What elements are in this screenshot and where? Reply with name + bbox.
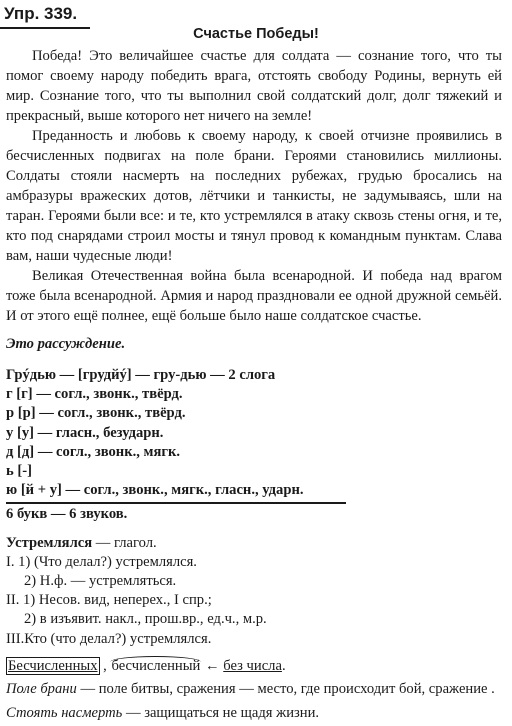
morph-word: Устремлялся: [6, 534, 93, 551]
word-formation-source: без числа: [223, 657, 282, 674]
letter: р: [6, 405, 15, 422]
phonetic-word: Грýдью: [6, 367, 57, 383]
letter: ь: [6, 463, 14, 480]
definition: [6, 704, 502, 723]
letter: д: [6, 443, 14, 460]
spacer: [6, 649, 502, 656]
exercise-label: Упр. 339.: [4, 4, 78, 23]
sound: [-]: [17, 463, 32, 480]
letter: г: [6, 386, 13, 403]
analysis-section: [6, 366, 502, 723]
phonetic-row: [6, 462, 502, 481]
text-type-note: Это рассуждение.: [6, 336, 126, 352]
definition: [6, 680, 502, 699]
phonetic-divider: [6, 502, 346, 504]
sound-description: — согл., звонк., твёрд.: [36, 386, 183, 403]
phonetic-summary: 6 букв — 6 звуков.: [6, 506, 128, 523]
letter: у: [6, 424, 14, 441]
sound: [р]: [17, 405, 36, 422]
word-formation: [6, 656, 502, 676]
phonetic-row: [6, 443, 502, 462]
sound-description: — согл., звонк., твёрд.: [39, 405, 186, 422]
word-formation-comma: ,: [99, 657, 111, 674]
definition-term: Стоять насмерть: [6, 705, 123, 722]
definition-term: Поле брани: [6, 681, 77, 698]
phonetic-row: [6, 481, 502, 500]
definition-text: — поле битвы, сражения — место, где происходит бой, сражение .: [76, 681, 495, 698]
sound-description: — согл., звонк., мягк., гласн., ударн.: [65, 482, 304, 499]
phonetic-row: [6, 385, 502, 404]
sound-description: — гласн., безударн.: [37, 424, 164, 441]
word-formation-word: Бесчисленных: [8, 657, 98, 674]
sound: [й + у]: [20, 482, 62, 499]
derivation-arrow: ←: [201, 657, 224, 674]
sound: [у]: [16, 424, 34, 441]
paragraph-3: Великая Отечественная война была всенародной. И победа над врагом тоже была всенародной. Армия и народ праздновали ее одной дружной семьёй. И от этого ещё полнее, ещё больше было наше солдатское счастье.: [6, 268, 502, 324]
sound: [г]: [16, 386, 33, 403]
sound-description: — согл., звонк., мягк.: [37, 443, 181, 460]
morph-head: [6, 534, 502, 553]
spacer: [6, 525, 502, 534]
phonetic-row: [6, 424, 502, 443]
morph-line: III.Кто (что делал?) устремлялся.: [6, 630, 212, 647]
morph-line: 2) Н.ф. — устремляться.: [24, 573, 177, 590]
paragraph-1: Победа! Это величайшее счастье для солдата — сознание того, что ты помог своему народу победить врага, отстоять свободу Родины, вернуть ей мир. Сознание того, что ты выполнил свой солдатский долг, долг тяжекий и прекрасный, выше которого нет ничего на земле!: [6, 48, 502, 124]
morph-line: 2) в изъявит. накл., прош.вр., ед.ч., м.р.: [24, 611, 267, 628]
definition-text: — защищаться не щадя жизни.: [122, 705, 320, 722]
morph-line: II. 1) Несов. вид, неперех., I спр.;: [6, 592, 212, 609]
letter: ю: [6, 482, 18, 499]
paragraph-2: Преданность и любовь к своему народу, к своей отчизне проявились в бесчисленных подвигах на поле брани. Героями становились миллионы. Солдаты стояли насмерть на последних рубежах, грудью бросались на амбразуры вражеских дотов, лётчики и танкисты, не задумываясь, шли на таран. Героями были все: и те, кто устремлялся в атаку сквозь стены огня, и те, кто под снарядами строил мосты и тянул провод к командным пунктам. Слава вам, наши чудесные люди!: [6, 128, 502, 264]
word-formation-end: .: [281, 657, 286, 674]
phonetic-transcription: — [грудйý] — гру-дью — 2 слога: [56, 367, 276, 383]
phonetic-head: [6, 366, 502, 385]
morph-pos: — глагол.: [92, 534, 157, 551]
word-formation-derived: бесчисленный: [110, 656, 201, 676]
morph-line: I. 1) (Что делал?) устремлялся.: [6, 553, 197, 570]
text-title: Счастье Победы!: [193, 26, 319, 42]
sound: [д]: [17, 443, 35, 460]
phonetic-row: [6, 404, 502, 423]
main-text: [6, 46, 502, 354]
